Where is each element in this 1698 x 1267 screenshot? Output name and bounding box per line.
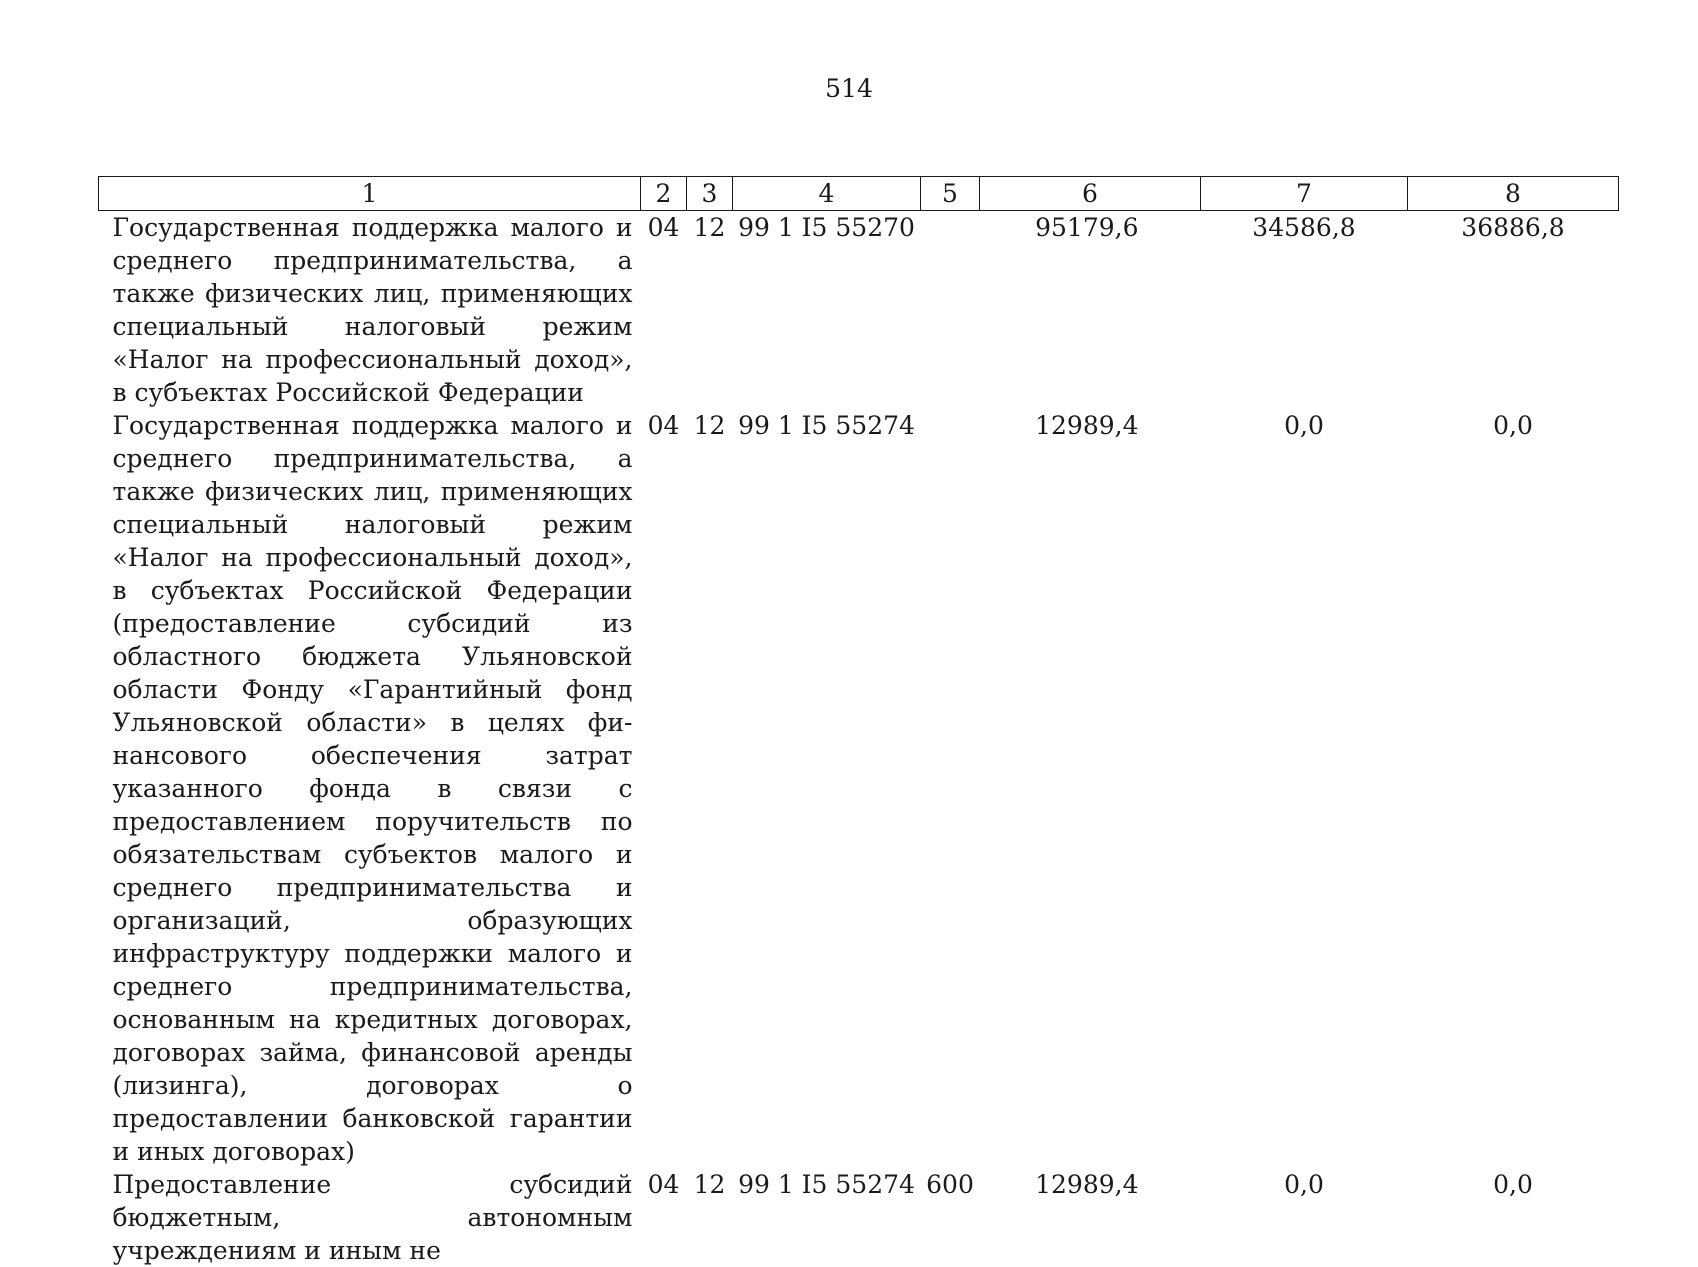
row-target-code: 99 1 I5 55274 xyxy=(738,411,915,440)
row-amount-1: 12989,4 xyxy=(1035,1170,1139,1199)
column-header-6: 6 xyxy=(980,177,1201,211)
row-subsection: 12 xyxy=(693,411,726,440)
row-name: Предоставление субсидий бюджетным, автономным учреждениям и иным не xyxy=(112,1170,633,1265)
row-name: Государственная поддержка малого и среднего предпринимательства, а также физических лиц, применяющих специальный налоговый режим «Налог на профессиональный доход», в субъектах Российской Федерации xyxy=(112,213,633,407)
column-header-3: 3 xyxy=(687,177,733,211)
column-header-4: 4 xyxy=(733,177,921,211)
row-target-code: 99 1 I5 55270 xyxy=(738,213,915,242)
table-row xyxy=(99,409,1619,1168)
row-amount-2: 34586,8 xyxy=(1252,213,1356,242)
row-amount-2: 0,0 xyxy=(1284,411,1324,440)
column-header-8: 8 xyxy=(1408,177,1619,211)
row-section: 04 xyxy=(647,1170,680,1199)
row-amount-1: 12989,4 xyxy=(1035,411,1139,440)
column-header-1: 1 xyxy=(99,177,641,211)
row-amount-3: 0,0 xyxy=(1493,1170,1533,1199)
row-name: Государственная поддержка малого и среднего предпринимательства, а также физических лиц, применяющих специальный налоговый режим «Налог на профессиональный доход», в субъектах Российской Федерации (предоставление субсидий из областного бюджета Ульяновской области Фонду «Гарантийный фонд Ульяновской области» в целях финансового обеспечения затрат указанного фонда в связи с предоставлением поручительств по обязательствам субъектов малого и среднего предпринимательства и организаций, образующих инфраструктуру поддержки малого и среднего предпринимательства, основанным на кредитных договорах, договорах займа, финансовой аренды (лизинга), договорах о предоставлении банковской гарантии и иных договорах) xyxy=(112,411,633,1166)
row-expense-type xyxy=(921,409,980,1168)
table-row xyxy=(99,1168,1619,1267)
row-section: 04 xyxy=(647,213,680,242)
column-header-7: 7 xyxy=(1201,177,1408,211)
row-subsection: 12 xyxy=(693,1170,726,1199)
row-amount-3: 0,0 xyxy=(1493,411,1533,440)
row-expense-type xyxy=(921,211,980,410)
column-header-row xyxy=(99,177,1619,211)
page-number: 514 xyxy=(825,74,873,103)
row-subsection: 12 xyxy=(693,213,726,242)
column-header-5: 5 xyxy=(921,177,980,211)
row-target-code: 99 1 I5 55274 xyxy=(738,1170,915,1199)
table-row xyxy=(99,211,1619,410)
row-amount-3: 36886,8 xyxy=(1461,213,1565,242)
budget-table xyxy=(98,176,1619,1267)
row-expense-type: 600 xyxy=(926,1170,974,1199)
row-section: 04 xyxy=(647,411,680,440)
column-header-2: 2 xyxy=(641,177,687,211)
row-amount-1: 95179,6 xyxy=(1035,213,1139,242)
row-amount-2: 0,0 xyxy=(1284,1170,1324,1199)
